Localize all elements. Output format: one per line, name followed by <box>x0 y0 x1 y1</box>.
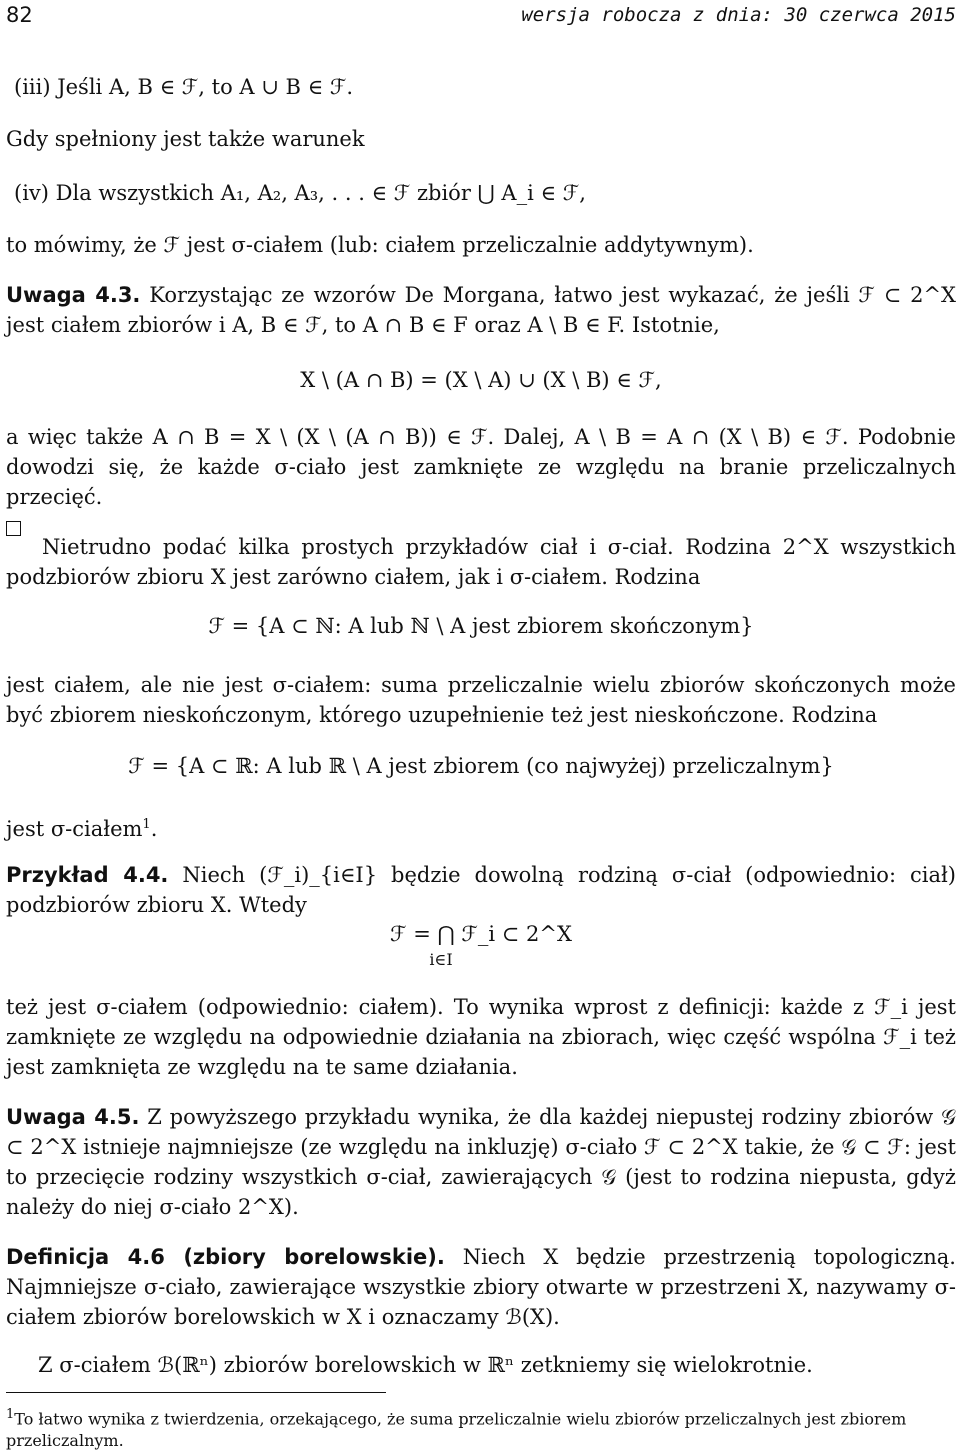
condition-iv: (iv) Dla wszystkich A₁, A₂, A₃, . . . ∈ ℱ zbiór ⋃ A_i ∈ ℱ, <box>14 181 586 205</box>
equation-intersection-index: i∈I <box>429 950 453 969</box>
remark-4-5 <box>6 1102 956 1222</box>
equation-intersection-text: ℱ = ⋂ ℱ_i ⊂ 2^X <box>390 922 572 946</box>
condition-iii: (iii) Jeśli A, B ∈ ℱ, to A ∪ B ∈ ℱ. <box>14 75 354 99</box>
sigma-field-definition: to mówimy, że ℱ jest σ-ciałem (lub: ciałem przeliczalnie addytywnym). <box>6 233 754 257</box>
example-4-4 <box>6 860 956 920</box>
borel-closing-line: Z σ-ciałem ℬ(ℝⁿ) zbiorów borelowskich w ℝⁿ zetkniemy się wielokrotnie. <box>38 1353 813 1377</box>
example-4-4-label: Przykład 4.4. <box>6 863 169 887</box>
remark-4-3-label: Uwaga 4.3. <box>6 283 141 307</box>
equation-real-family: ℱ = {A ⊂ ℝ: A lub ℝ \ A jest zbiorem (co najwyżej) przeliczalnym} <box>128 754 834 778</box>
sigma-field-statement: jest σ-ciałem$^1$. <box>6 817 158 841</box>
proof-paragraph <box>6 422 956 542</box>
equation-natural-family: ℱ = {A ⊂ ℕ: A lub ℕ \ A jest zbiorem skończonym} <box>208 614 754 638</box>
example-4-4-text: Niech (ℱ_i)_{i∈I} będzie dowolną rodziną σ-ciał (odpowiednio: ciał) podzbiorów zbioru X. Wtedy <box>6 863 956 917</box>
running-title: wersja robocza z dnia: 30 czerwca 2015 <box>521 4 956 26</box>
footnote-mark: 1 <box>6 1407 15 1422</box>
intersection-paragraph: też jest σ-ciałem (odpowiednio: ciałem). To wynika wprost z definicji: każde z ℱ_i jest zamknięte ze względu na odpowiednie działania na zbiorach, więc część wspólna ℱ_i też jest zamknięta ze względu na te same działania. <box>6 995 956 1079</box>
remark-4-3-text: Korzystając ze wzorów De Morgana, łatwo jest wykazać, że jeśli ℱ ⊂ 2^X jest ciałem zbiorów i A, B ∈ ℱ, to A ∩ B ∈ F oraz A \ B ∈ F. Istotnie, <box>6 283 956 337</box>
footnote-text: To łatwo wynika z twierdzenia, orzekającego, że suma przeliczalnie wielu zbiorów przeliczalnych jest zbiorem przeliczalnym. <box>6 1409 907 1451</box>
definition-4-6-text: Niech X będzie przestrzenią topologiczną. Najmniejsze σ-ciało, zawierające wszystkie zbiory otwarte w przestrzeni X, nazywamy σ-ciałem zbiorów borelowskich w X i oznaczamy ℬ(X). <box>6 1245 956 1329</box>
page-number: 82 <box>6 3 33 27</box>
field-not-sigma-paragraph: jest ciałem, ale nie jest σ-ciałem: suma przeliczalnie wielu zbiorów skończonych może być zbiorem nieskończonym, którego uzupełnienie też jest nieskończone. Rodzina <box>6 673 956 727</box>
remark-4-5-text: Z powyższego przykładu wynika, że dla każdej niepustej rodziny zbiorów 𝒢 ⊂ 2^X istnieje najmniejsze (ze względu na inkluzję) σ-ciało ℱ ⊂ 2^X takie, że 𝒢 ⊂ ℱ: jest to przecięcie rodziny wszystkich σ-ciał, zawierających 𝒢 (jest to rodzina niepusta, gdyż należy do niej σ-ciało 2^X). <box>6 1105 956 1219</box>
page-header <box>6 0 956 30</box>
definition-4-6-label: Definicja 4.6 (zbiory borelowskie). <box>6 1245 445 1269</box>
remark-4-3 <box>6 280 956 340</box>
remark-4-5-label: Uwaga 4.5. <box>6 1105 140 1129</box>
sigma-field-statement-text: jest σ-ciałem <box>6 817 143 841</box>
condition-intro: Gdy spełniony jest także warunek <box>6 127 365 151</box>
definition-4-6 <box>6 1242 956 1332</box>
footnote-divider <box>6 1392 386 1393</box>
equation-intersection <box>6 922 956 969</box>
proof-text: a więc także A ∩ B = X \ (X \ (A ∩ B)) ∈ ℱ. Dalej, A \ B = A ∩ (X \ B) ∈ ℱ. Podobnie dowodzi się, że każde σ-ciało jest zamknięte ze względu na branie przeliczalnych przecięć. <box>6 425 956 509</box>
equation-de-morgan: X \ (A ∩ B) = (X \ A) ∪ (X \ B) ∈ ℱ, <box>300 368 662 392</box>
examples-paragraph: Nietrudno podać kilka prostych przykładów ciał i σ-ciał. Rodzina 2^X wszystkich podzbiorów zbioru X jest zarówno ciałem, jak i σ-ciałem. Rodzina <box>6 535 956 589</box>
footnote <box>6 1404 956 1452</box>
footnote-reference: 1 <box>142 817 151 832</box>
